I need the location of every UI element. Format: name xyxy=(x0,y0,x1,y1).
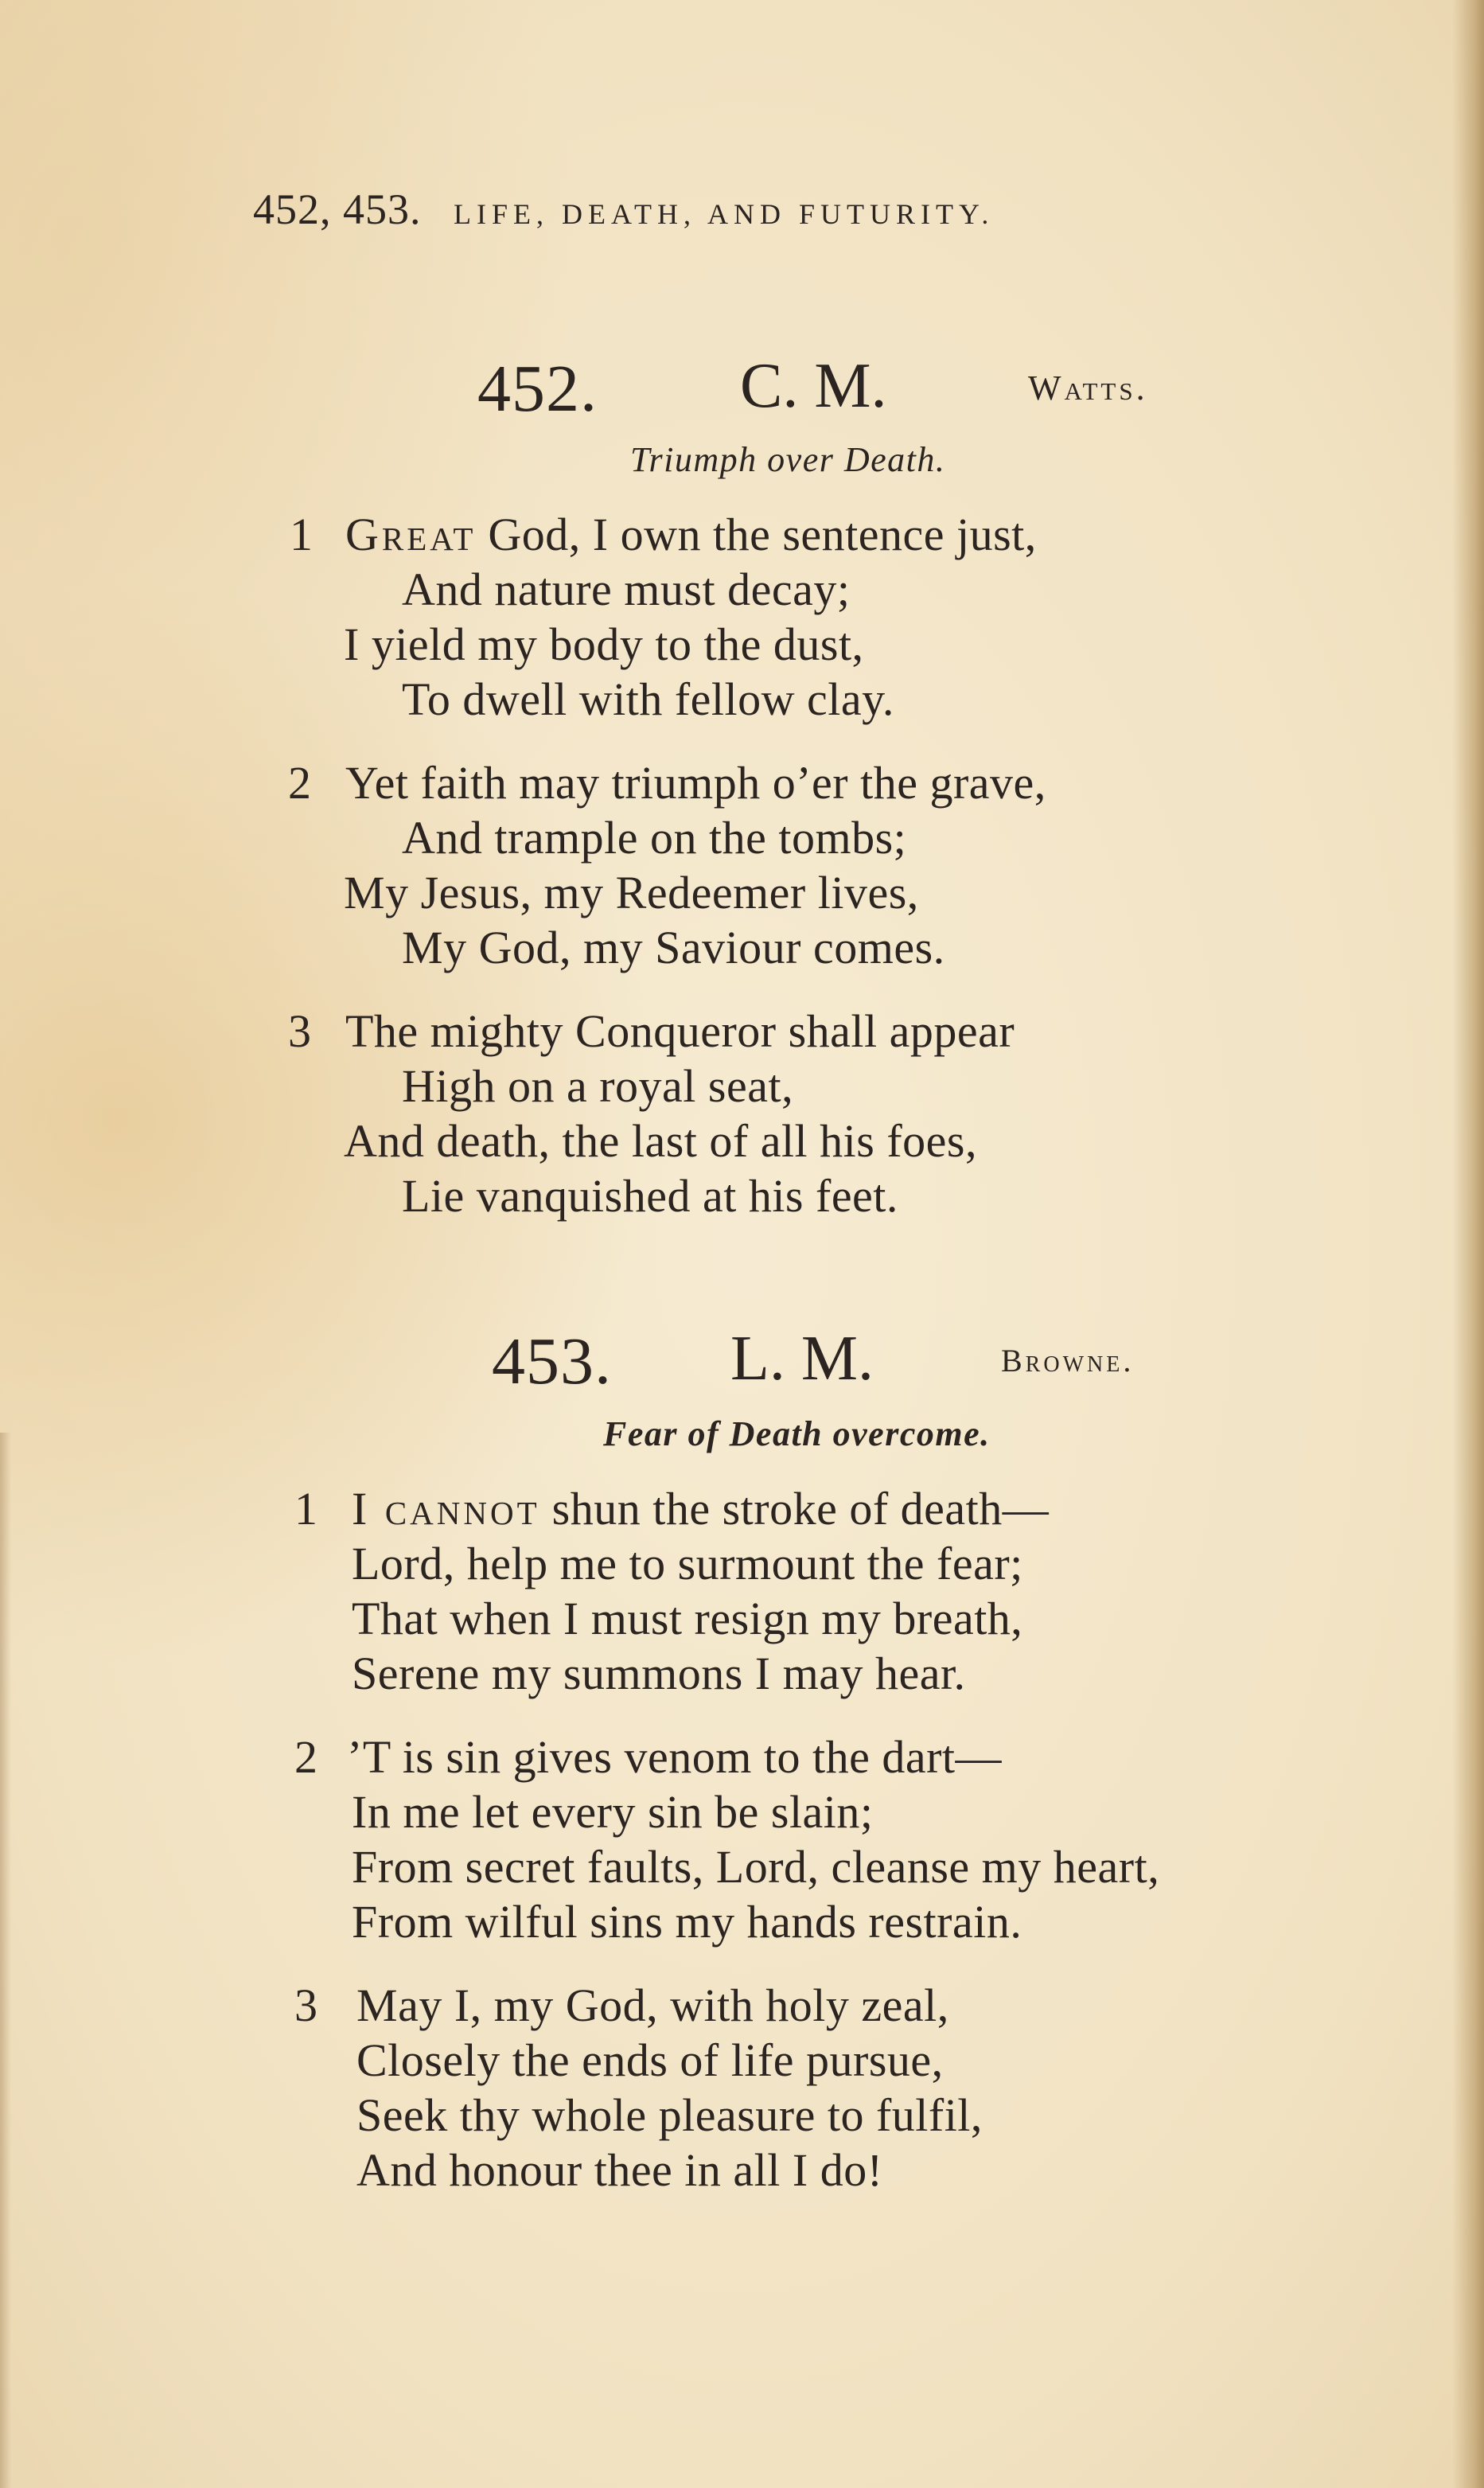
stanza-number: 2 xyxy=(294,1731,317,1783)
verse-line: I yield my body to the dust, xyxy=(344,618,864,670)
verse-line: And honour thee in all I do! xyxy=(356,2144,883,2196)
verse-line: To dwell with fellow clay. xyxy=(402,673,894,725)
running-head-page-numbers: 452, 453. xyxy=(253,185,422,233)
hymn-header-452 xyxy=(477,350,1194,430)
hymn-meter: L. M. xyxy=(730,1324,874,1394)
verse-line: And nature must decay; xyxy=(402,564,851,615)
stanza-number: 1 xyxy=(294,1483,317,1535)
verse-line: My God, my Saviour comes. xyxy=(402,922,945,973)
hymn-number: 452. xyxy=(477,352,598,426)
verse-line: ’T is sin gives venom to the dart— xyxy=(347,1731,1002,1783)
verse-line xyxy=(345,508,1037,561)
verse-first-word: Great xyxy=(345,509,477,560)
hymn-subtitle: Triumph over Death. xyxy=(630,440,946,479)
stanza-number: 3 xyxy=(294,1979,317,2031)
hymn-header-453 xyxy=(492,1323,1208,1402)
verse-line: From wilful sins my hands restrain. xyxy=(352,1896,1022,1948)
verse-line: From secret faults, Lord, cleanse my heart, xyxy=(352,1841,1160,1893)
hymn-number: 453. xyxy=(492,1324,612,1398)
verse-line: High on a royal seat, xyxy=(402,1060,794,1112)
verse-line: That when I must resign my breath, xyxy=(352,1593,1023,1644)
verse-line: The mighty Conqueror shall appear xyxy=(345,1005,1015,1057)
hymn-author: Watts. xyxy=(1028,369,1148,408)
verse-line: My Jesus, my Redeemer lives, xyxy=(344,867,919,918)
running-head-title: LIFE, DEATH, AND FUTURITY. xyxy=(454,198,995,230)
page-edge-shadow-left xyxy=(0,1433,11,2488)
verse-line: And trample on the tombs; xyxy=(402,812,907,864)
stanza-number: 2 xyxy=(288,757,311,809)
stanza-number: 3 xyxy=(288,1005,311,1057)
verse-line: Lord, help me to surmount the fear; xyxy=(352,1538,1023,1589)
verse-first-word: I cannot xyxy=(352,1483,540,1535)
verse-line: Serene my summons I may hear. xyxy=(352,1648,966,1699)
running-head xyxy=(253,185,994,234)
verse-line: Yet faith may triumph o’er the grave, xyxy=(345,757,1046,809)
verse-line: And death, the last of all his foes, xyxy=(344,1115,977,1167)
hymn-subtitle: Fear of Death overcome. xyxy=(603,1414,991,1453)
verse-line-text: shun the stroke of death— xyxy=(539,1483,1050,1535)
hymn-meter: C. M. xyxy=(740,351,887,421)
verse-line: Seek thy whole pleasure to fulfil, xyxy=(356,2089,983,2141)
stanza-number: 1 xyxy=(290,509,313,560)
verse-line: Closely the ends of life pursue, xyxy=(356,2034,944,2086)
verse-line: In me let every sin be slain; xyxy=(352,1786,874,1838)
verse-line-text: God, I own the sentence just, xyxy=(476,509,1037,560)
verse-line xyxy=(352,1482,1049,1535)
hymn-author: Browne. xyxy=(1001,1343,1135,1379)
verse-line: May I, my God, with holy zeal, xyxy=(356,1979,949,2031)
page-edge-shadow xyxy=(1452,0,1484,2488)
verse-line: Lie vanquished at his feet. xyxy=(402,1170,898,1222)
